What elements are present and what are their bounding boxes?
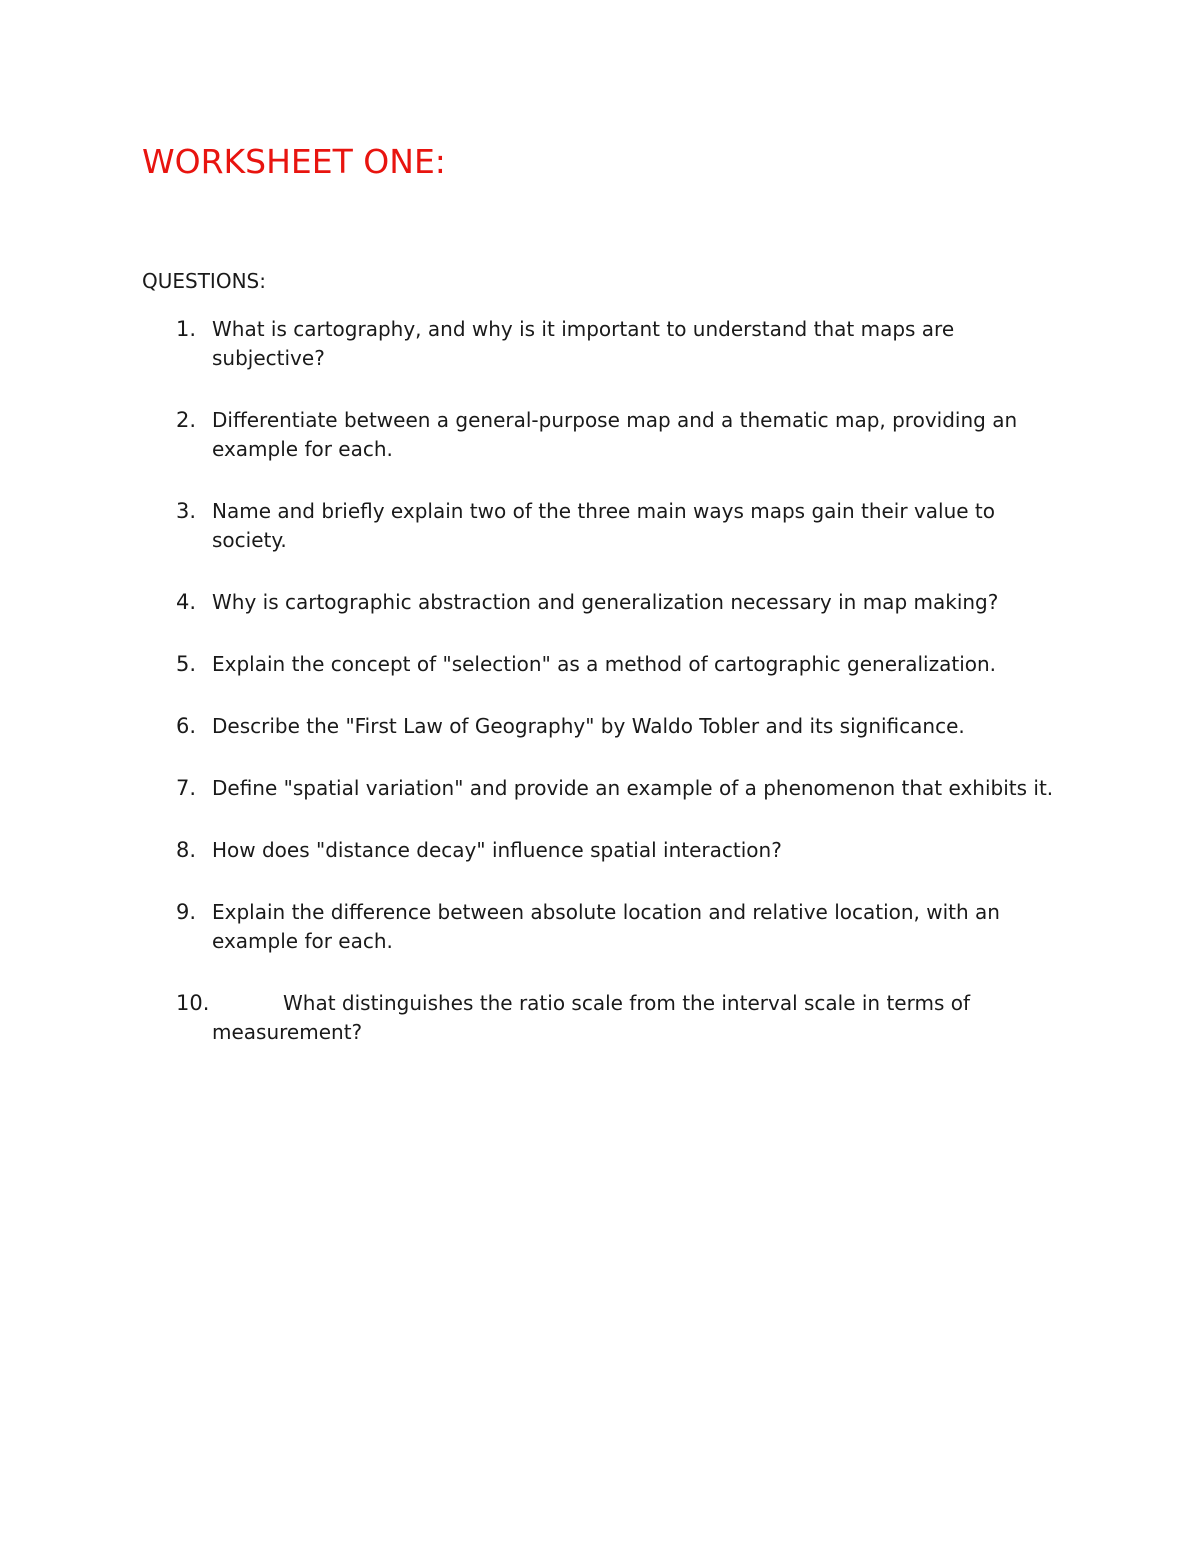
question-text: Explain the concept of "selection" as a method of cartographic generalization.	[212, 652, 997, 676]
question-text: Explain the difference between absolute location and relative location, with an example for each.	[212, 900, 1000, 953]
question-item	[0, 315, 1200, 373]
question-text: What distinguishes the ratio scale from the interval scale in terms of measurement?	[212, 991, 971, 1044]
question-number: 2.	[176, 408, 197, 432]
question-number: 6.	[176, 714, 197, 738]
questions-heading: QUESTIONS:	[142, 269, 266, 293]
question-item	[0, 406, 1200, 464]
question-item	[0, 650, 1200, 679]
worksheet-title: WORKSHEET ONE:	[142, 142, 446, 181]
question-item	[0, 497, 1200, 555]
question-text: How does "distance decay" influence spatial interaction?	[212, 838, 782, 862]
question-list	[0, 315, 1200, 1080]
question-item	[0, 836, 1200, 865]
question-text: Describe the "First Law of Geography" by Waldo Tobler and its significance.	[212, 714, 965, 738]
question-number: 7.	[176, 776, 197, 800]
question-text: Define "spatial variation" and provide an example of a phenomenon that exhibits it.	[212, 776, 1054, 800]
question-text: Differentiate between a general-purpose map and a thematic map, providing an example for each.	[212, 408, 1018, 461]
question-number: 3.	[176, 499, 197, 523]
question-text: Why is cartographic abstraction and generalization necessary in map making?	[212, 590, 999, 614]
question-number: 5.	[176, 652, 197, 676]
question-item	[0, 588, 1200, 617]
question-number: 4.	[176, 590, 197, 614]
question-number: 8.	[176, 838, 197, 862]
question-text: What is cartography, and why is it important to understand that maps are subjective?	[212, 317, 955, 370]
question-item	[0, 774, 1200, 803]
question-item	[0, 989, 1200, 1047]
question-item	[0, 712, 1200, 741]
question-text: Name and briefly explain two of the three main ways maps gain their value to society.	[212, 499, 996, 552]
question-number: 1.	[176, 317, 197, 341]
question-number: 10.	[176, 991, 210, 1015]
question-item	[0, 898, 1200, 956]
question-number: 9.	[176, 900, 197, 924]
